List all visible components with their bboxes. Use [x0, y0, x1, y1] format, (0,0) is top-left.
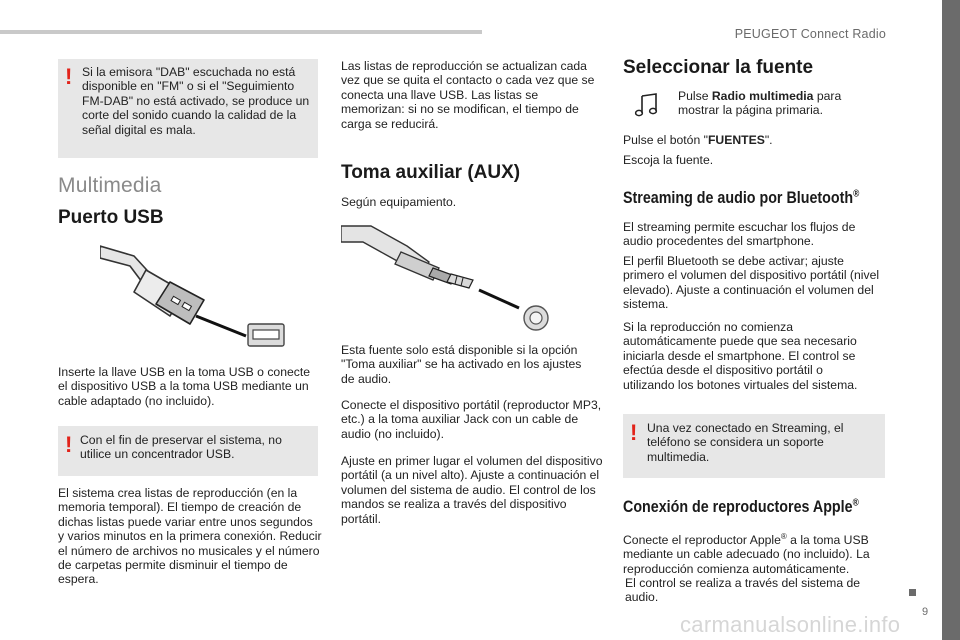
bluetooth-heading: Streaming de audio por Bluetooth®	[623, 188, 860, 207]
warning-streaming-text: Una vez conectado en Streaming, el teléfono se considera un soporte multimedia.	[647, 421, 844, 464]
aux-connect-paragraph: Conecte el dispositivo portátil (reproductor MP3, etc.) a la toma auxiliar Jack con un cable de audio (no incluido).	[341, 398, 602, 441]
section-title-multimedia: Multimedia	[58, 174, 162, 197]
warning-exclamation-icon: !	[65, 432, 73, 457]
bluetooth-paragraph-1: El streaming permite escuchar los flujos de audio procedentes del smartphone.	[623, 220, 856, 249]
choose-source-text: Escoja la fuente.	[623, 153, 714, 167]
press-multimedia-text: Pulse Radio multimedia para mostrar la página primaria.	[678, 89, 842, 118]
playlist-paragraph: El sistema crea listas de reproducción (en la memoria temporal). El tiempo de creación de dichas listas puede variar entre unos segundos y varios minutos en la primera conexión. Reducir el número de archivos no musicales y el número de carpetas permite disminuir el tiempo de espera.	[58, 486, 322, 587]
aux-heading: Toma auxiliar (AUX)	[341, 162, 521, 183]
warning-note-hub	[58, 426, 318, 476]
usb-plug-illustration	[100, 240, 300, 348]
side-strip	[942, 0, 960, 640]
radio-multimedia-label: Radio multimedia	[711, 89, 814, 103]
aux-available-paragraph: Esta fuente solo está disponible si la opción "Toma auxiliar" se ha activado en los ajustes de audio.	[341, 343, 582, 386]
header-rule	[0, 30, 482, 34]
usb-heading: Puerto USB	[58, 207, 164, 228]
bluetooth-paragraph-2: El perfil Bluetooth se debe activar; ajuste primero el volumen del dispositivo portátil (nivel elevado). Ajuste a continuación el volumen del sistema.	[623, 254, 880, 312]
watermark-text: carmanualsonline.info	[680, 612, 901, 637]
aux-volume-paragraph: Ajuste en primer lugar el volumen del dispositivo portátil (a un nivel alto). Ajuste a continuación el volumen del sistema de audio. El control de los mandos se realiza a través del dispositivo portátil.	[341, 454, 603, 526]
aux-jack-illustration	[341, 218, 561, 334]
apple-paragraph-1: Conecte el reproductor Apple® a la toma USB mediante un cable adecuado (no incluido). La reproducción comienza automáticamente.	[623, 532, 870, 576]
bluetooth-paragraph-3: Si la reproducción no comienza automáticamente puede que sea necesario iniciarla desde el smartphone. El control se efectúa desde el dispositivo portátil o utilizando los botones virtuales del sistema.	[623, 320, 858, 392]
usb-paragraph: Inserte la llave USB en la toma USB o conecte el dispositivo USB a la toma USB mediante un cable adaptado (no incluido).	[58, 365, 311, 408]
music-note-icon	[634, 92, 660, 118]
apple-heading: Conexión de reproductores Apple®	[623, 497, 859, 516]
source-heading: Seleccionar la fuente	[623, 57, 814, 78]
page-header-title: PEUGEOT Connect Radio	[734, 27, 886, 41]
apple-paragraph-2: El control se realiza a través del sistema de audio.	[625, 576, 861, 605]
aux-equipment-text: Según equipamiento.	[341, 195, 457, 209]
warning-hub-text: Con el fin de preservar el sistema, no utilice un concentrador USB.	[80, 433, 282, 462]
warning-exclamation-icon: !	[630, 420, 638, 445]
playlist-update-paragraph: Las listas de reproducción se actualizan cada vez que se quita el contacto o cada vez que se conecta una llave USB. Las listas se memorizan: si no se modifican, el tiempo de carga se reducirá.	[341, 59, 595, 131]
warning-note-streaming	[623, 414, 885, 478]
warning-note-dab	[58, 59, 318, 158]
warning-exclamation-icon: !	[65, 64, 73, 89]
page-marker	[909, 589, 916, 596]
page-number: 9	[922, 606, 929, 618]
fuentes-instruction: Pulse el botón "FUENTES".	[623, 133, 773, 147]
fuentes-label: FUENTES	[707, 133, 765, 147]
warning-dab-text: Si la emisora "DAB" escuchada no está disponible en "FM" o si el "Seguimiento FM-DAB" no está activado, se produce un corte del sonido cuando la calidad de la señal digital es mala.	[82, 65, 310, 137]
